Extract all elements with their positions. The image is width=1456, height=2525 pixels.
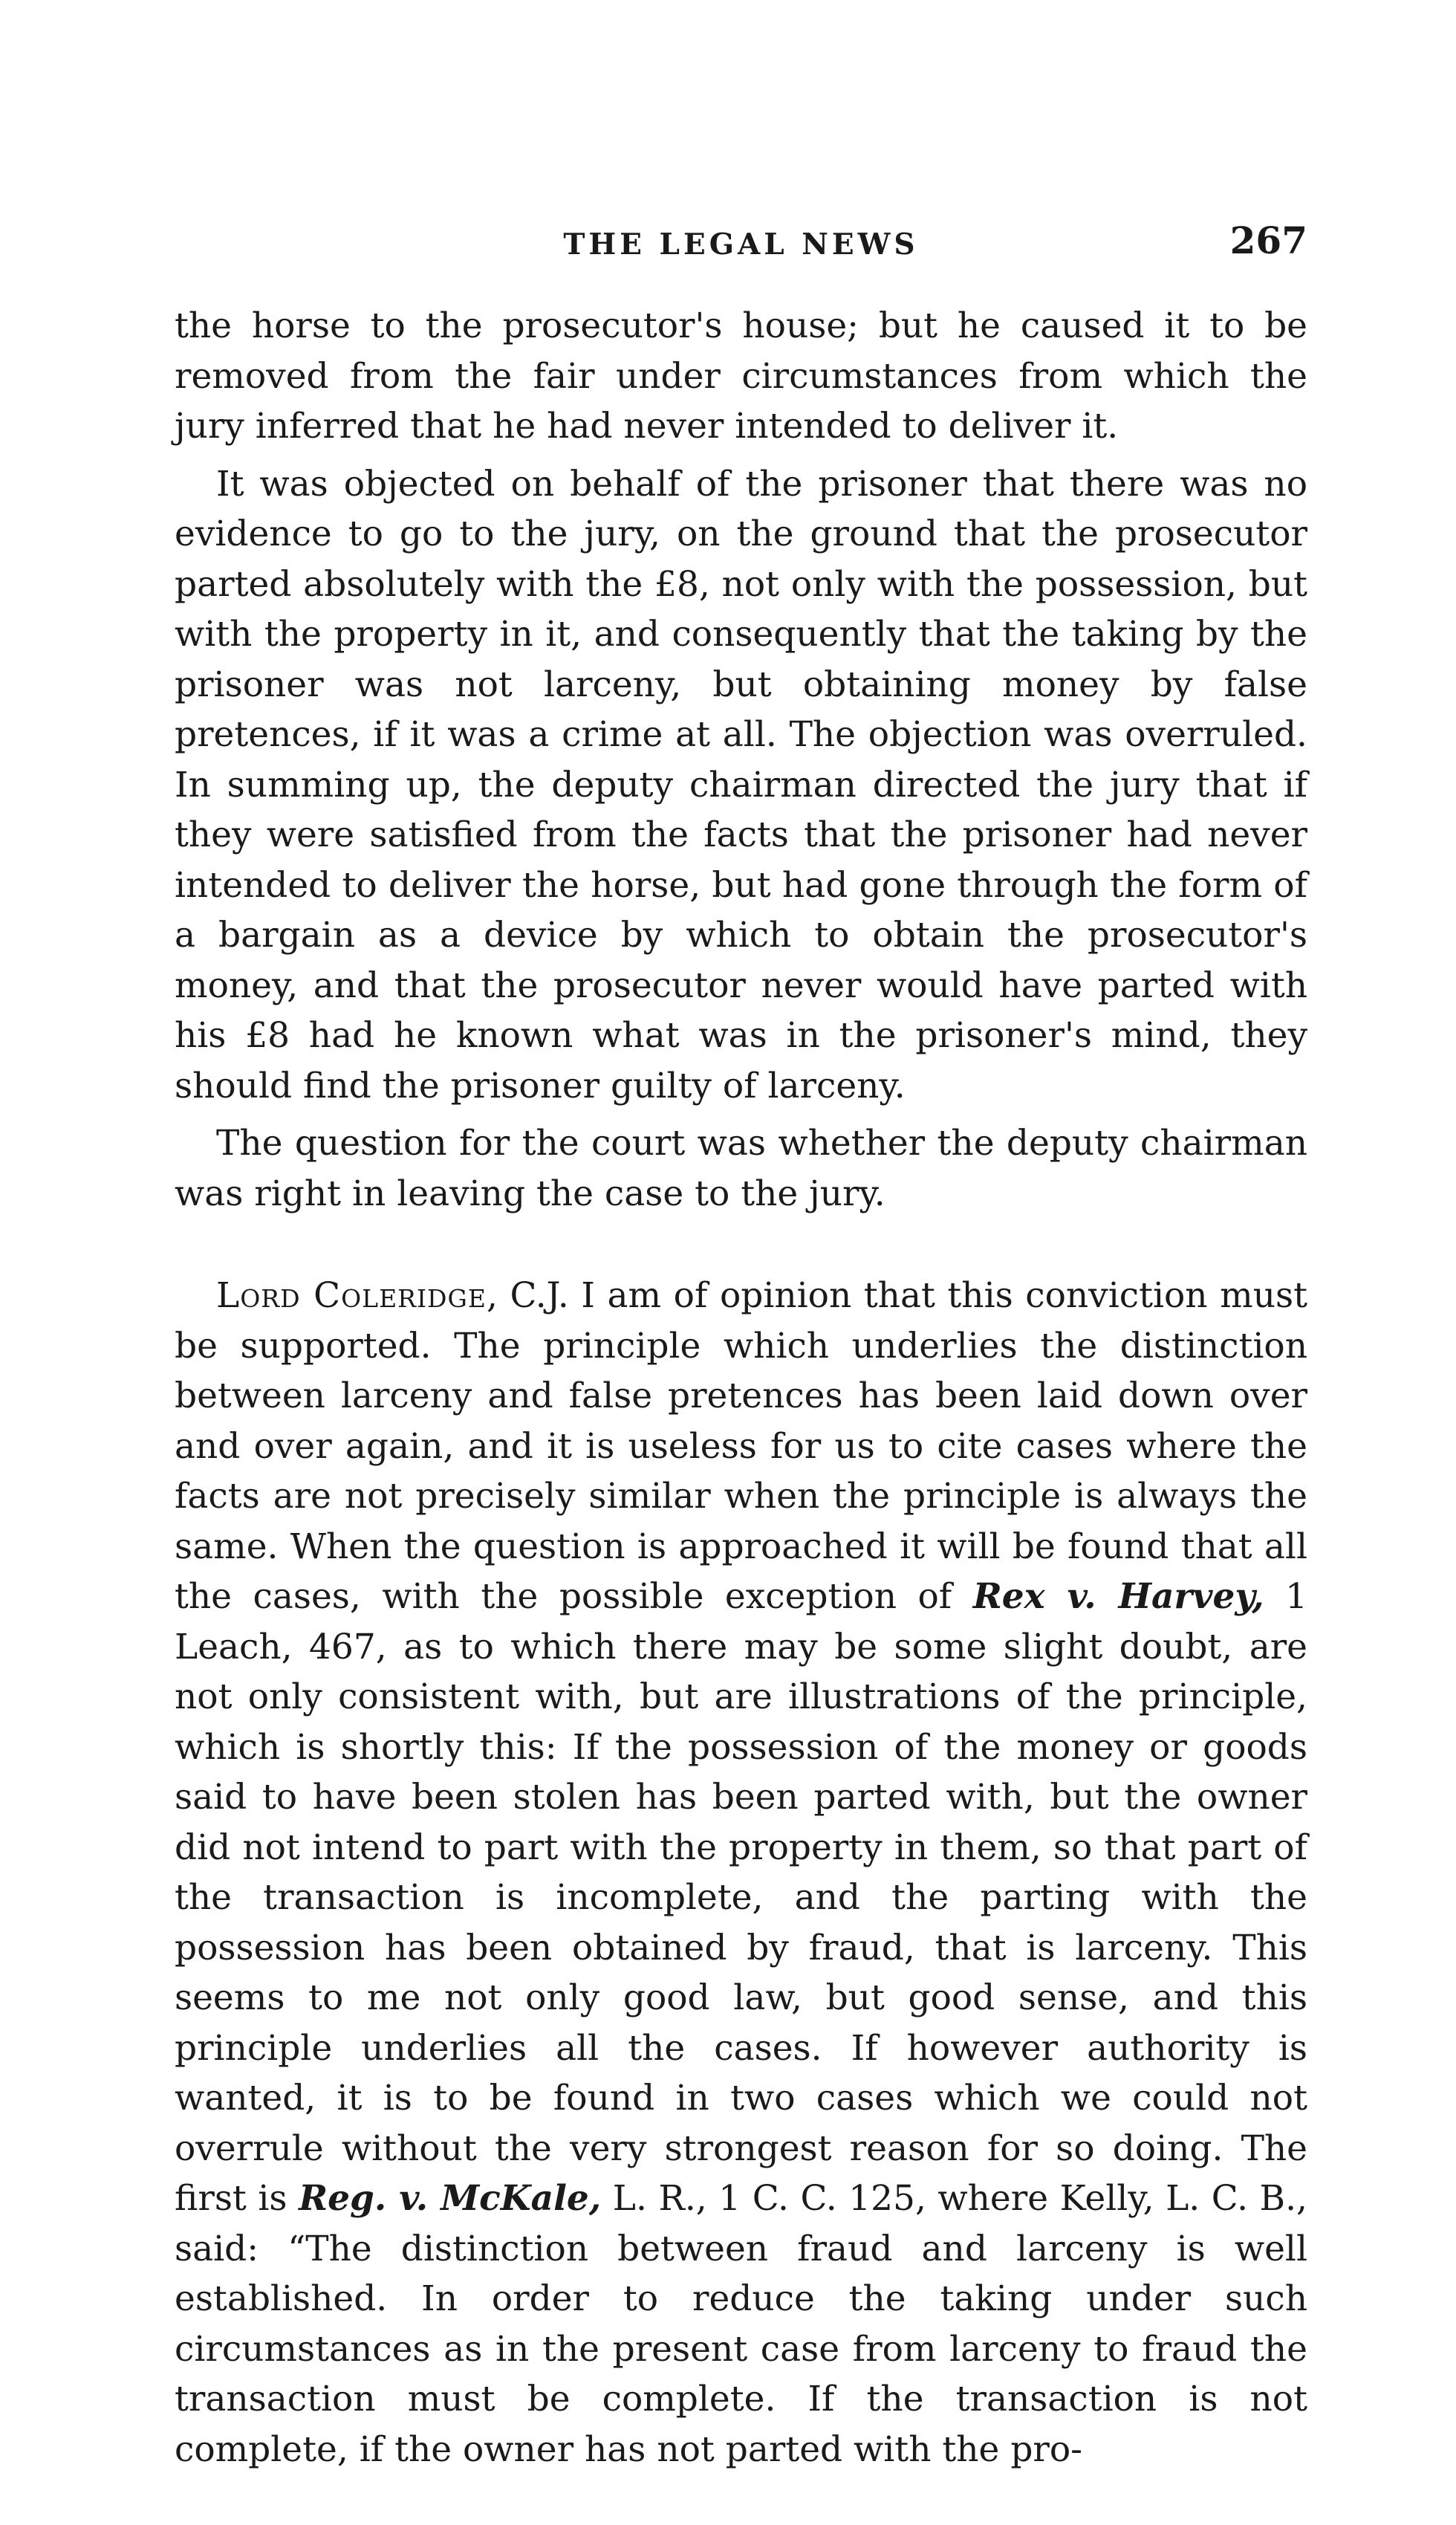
paragraph-question: The question for the court was whether the deputy chairman was right in leaving the case to the jury. [175,1123,1307,1214]
paragraph-judgment [175,1271,1307,2474]
page-number: 267 [1229,218,1307,262]
paragraph-objection: It was objected on behalf of the prisoner that there was no evidence to go to the jury, on the ground that the prosecutor parted absolutely with the £8, not only with the possession, but with the property in it, and consequently that the taking by the prisoner was not larceny, but obtaining money by false pretences, if it was a crime at all. The objection was overruled. In summing up, the deputy chairman directed the jury that if they were satisfied from the facts that the prisoner had never intended to deliver the horse, but had gone through the form of a bargain as a device by which to obtain the prosecutor's money, and that the prosecutor never would have parted with his £8 had he known what was in the prisoner's mind, they should find the prisoner guilty of larceny. [175,463,1307,1106]
judgment-text-1: I am of opinion that this conviction must be supported. The principle which underlies the distinction between larceny and false pretences has been laid down over and over again, and it is useless for us to cite cases where the facts are not precisely similar when the principle is always the same. When the question is approached it will be found that all the cases, with the possible exception of [175,1275,1307,1617]
judgment-text-2: 1 Leach, 467, as to which there may be some slight doubt, are not only consistent with, but are illustrations of the principle, which is shortly this: If the possession of the money or goods said to have been stolen has been parted with, but the owner did not intend to part with the property in them, so that part of the transaction is incomplete, and the parting with the possession has been obtained by fraud, that is larceny. This seems to me not only good law, but good sense, and this principle underlies all the cases. If however authority is wanted, it is to be found in two cases which we could not overrule without the very strongest reason for so doing. The first is [175,1576,1307,2219]
judgment-text-3: L. R., 1 C. C. 125, where Kelly, L. C. B., said: “The distinction between fraud and larceny is well established. In order to reduce the taking under such circumstances as in the present case from larceny to fraud the transaction must be complete. If the transaction is not complete, if the owner has not parted with the pro- [175,2178,1307,2470]
case-citation-harvey: Rex v. Harvey, [972,1576,1264,1617]
body-text [175,301,1307,2474]
paragraph-continuation: the horse to the prosecutor's house; but he caused it to be removed from the fair under circumstances from which the jury inferred that he had never intended to deliver it. [175,305,1307,447]
judge-title: , C.J. [486,1275,569,1316]
running-title: THE LEGAL NEWS [563,227,919,262]
running-head [175,218,1307,275]
judge-name: Lord Coleridge [216,1275,487,1316]
case-citation-mckale: Reg. v. McKale, [299,2178,602,2219]
